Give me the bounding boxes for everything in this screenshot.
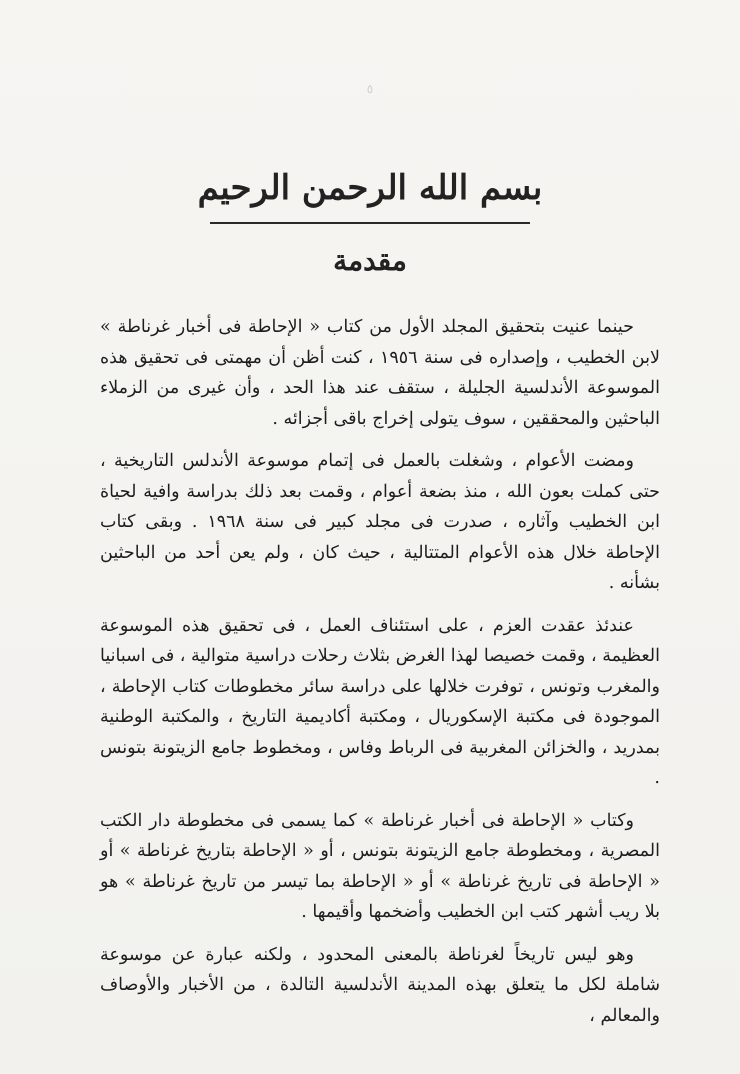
paragraph-3: عندئذ عقدت العزم ، على استئناف العمل ، فى تحقيق هذه الموسوعة العظيمة ، وقمت خصيصا لهذا الغرض بثلاث رحلات دراسية متوالية ، فى اسبانيا والمغرب وتونس ، توفرت خلالها على دراسة سائر مخطوطات كتاب الإحاطة ، الموجودة فى مكتبة الإسكوريال ، ومكتبة أكاديمية التاريخ ، والمكتبة الوطنية بمدريد ، والخزائن المغربية فى الرباط وفاس ، ومخطوط جامع الزيتونة بتونس . xyxy=(100,615,660,788)
paragraph-1: حينما عنيت بتحقيق المجلد الأول من كتاب « الإحاطة فى أخبار غرناطة » لابن الخطيب ، وإصداره فى سنة ١٩٥٦ ، كنت أظن أن مهمتى فى تحقيق هذه الموسوعة الأندلسية الجليلة ، ستقف عند هذا الحد ، وأن غيرى من الزملاء الباحثين والمحققين ، سوف يتولى إخراج باقى أجزائه . xyxy=(100,317,660,429)
basmala-calligraphy: بسم الله الرحمن الرحيم xyxy=(197,168,543,208)
body-text xyxy=(100,312,660,1043)
basmala-underline xyxy=(210,222,530,224)
section-heading: مقدمة xyxy=(333,244,407,277)
paragraph-5: وهو ليس تاريخاً لغرناطة بالمعنى المحدود ، ولكنه عبارة عن موسوعة شاملة لكل ما يتعلق بهذه المدينة الأندلسية التالدة ، من الأخبار والأوصاف والمعالم ، xyxy=(100,944,660,1026)
page-number: ٥ xyxy=(366,82,374,96)
paragraph-2: ومضت الأعوام ، وشغلت بالعمل فى إتمام موسوعة الأندلس التاريخية ، حتى كملت بعون الله ، منذ بضعة أعوام ، وقمت بعد ذلك بدراسة وافية لحياة ابن الخطيب وآثاره ، صدرت فى مجلد كبير فى سنة ١٩٦٨ . وبقى كتاب الإحاطة خلال هذه الأعوام المتتالية ، حيث كان ، ولم يعن أحد من الباحثين بشأنه . xyxy=(100,451,660,593)
paragraph-4: وكتاب « الإحاطة فى أخبار غرناطة » كما يسمى فى مخطوطة دار الكتب المصرية ، ومخطوطة جامع الزيتونة بتونس ، أو « الإحاطة بتاريخ غرناطة » أو « الإحاطة فى تاريخ غرناطة » أو « الإحاطة بما تيسر من تاريخ غرناطة » هو بلا ريب أشهر كتب ابن الخطيب وأضخمها وأقيمها . xyxy=(100,810,660,922)
